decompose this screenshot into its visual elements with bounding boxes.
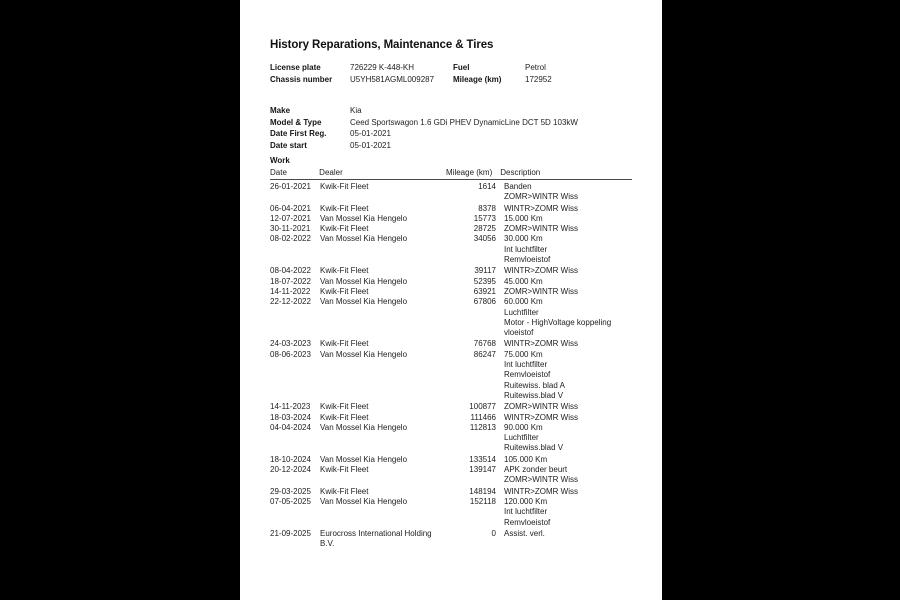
- table-row: [270, 497, 640, 528]
- description-line: WINTR>ZOMR Wiss: [504, 339, 578, 349]
- description-line: Int luchtfilter: [504, 507, 548, 517]
- row-date: 08-06-2023: [270, 349, 311, 359]
- info-label: Chassis number: [270, 74, 333, 84]
- info-row: [270, 105, 578, 117]
- row-mileage: 67806: [473, 297, 496, 307]
- table-row: [270, 423, 640, 454]
- description-line: Ruitewiss. blad A: [504, 380, 565, 390]
- table-row: [270, 455, 640, 465]
- description-line: Motor - HighVoltage koppeling vloeistof: [504, 317, 612, 338]
- row-dealer: Kwik-Fit Fleet: [320, 486, 369, 496]
- row-mileage: 111466: [470, 412, 496, 422]
- row-description: [504, 182, 638, 203]
- description-line: Ruitewiss.blad V: [504, 390, 564, 400]
- document-page: [240, 0, 662, 600]
- table-row: [270, 487, 640, 497]
- description-line: 15.000 Km: [504, 213, 543, 223]
- row-mileage: 15773: [473, 213, 496, 223]
- row-date: 08-04-2022: [270, 266, 311, 276]
- row-dealer: Van Mossel Kia Hengelo: [320, 213, 408, 223]
- row-mileage: 39117: [474, 266, 496, 276]
- row-description: [504, 350, 638, 401]
- row-date: 18-03-2024: [270, 412, 311, 422]
- description-line: Luchtfilter: [504, 307, 539, 317]
- row-description: [504, 234, 638, 265]
- info-value: U5YH581AGML009287: [350, 74, 435, 84]
- description-line: Remvloeistof: [504, 255, 551, 265]
- row-date: 30-11-2021: [270, 224, 311, 234]
- left-black-margin: [0, 0, 240, 600]
- row-mileage: 28725: [473, 224, 496, 234]
- description-line: 60.000 Km: [504, 297, 543, 307]
- row-mileage: 133514: [469, 454, 496, 464]
- row-dealer: Van Mossel Kia Hengelo: [320, 454, 408, 464]
- description-line: WINTR>ZOMR Wiss: [504, 266, 578, 276]
- info-row: [270, 128, 391, 140]
- table-row: [270, 214, 640, 224]
- info-label: Date First Reg.: [270, 129, 327, 138]
- info-value: Ceed Sportswagon 1.6 GDi PHEV DynamicLine DCT 5D 103kW: [350, 117, 578, 127]
- vehicle-info-identification: [270, 62, 552, 85]
- info-row: [270, 140, 391, 152]
- info-value: 05-01-2021: [350, 129, 391, 138]
- column-header-date: Date: [270, 168, 287, 177]
- info-value: 05-01-2021: [350, 140, 391, 150]
- table-row: [270, 277, 640, 287]
- table-row: [270, 413, 640, 423]
- work-table-header: [270, 168, 632, 180]
- info-label: Mileage (km): [453, 74, 502, 84]
- page-title: History Reparations, Maintenance & Tires: [270, 39, 494, 51]
- row-mileage: 100877: [469, 402, 496, 412]
- row-date: 18-10-2024: [270, 454, 311, 464]
- description-line: ZOMR>WINTR Wiss: [504, 224, 578, 234]
- row-mileage: 1614: [478, 182, 496, 191]
- description-line: WINTR>ZOMR Wiss: [504, 412, 578, 422]
- row-mileage: 86247: [473, 349, 496, 359]
- row-date: 22-12-2022: [270, 297, 311, 307]
- row-date: 29-03-2025: [270, 486, 311, 496]
- description-line: Remvloeistof: [504, 370, 551, 380]
- row-description: [504, 204, 638, 214]
- table-row: [270, 465, 640, 486]
- description-line: 120.000 Km: [504, 496, 548, 506]
- vehicle-info-dates: [270, 128, 391, 151]
- table-row: [270, 339, 640, 349]
- info-label: Date start: [270, 140, 307, 150]
- work-table-body: [270, 182, 640, 549]
- info-label: Model & Type: [270, 117, 322, 127]
- table-row: [270, 402, 640, 412]
- row-mileage: 34056: [473, 234, 496, 244]
- column-header-mileage: Mileage (km): [446, 168, 493, 177]
- row-date: 04-04-2024: [270, 422, 311, 432]
- info-label: Fuel: [453, 63, 470, 72]
- description-line: 30.000 Km: [504, 234, 543, 244]
- row-date: 14-11-2022: [270, 286, 311, 296]
- table-row: [270, 287, 640, 297]
- row-description: [504, 266, 638, 276]
- row-mileage: 148194: [469, 486, 496, 496]
- row-dealer: Van Mossel Kia Hengelo: [320, 422, 408, 432]
- row-description: [504, 214, 638, 224]
- row-mileage: 76768: [473, 339, 496, 349]
- table-row: [270, 204, 640, 214]
- row-dealer: Van Mossel Kia Hengelo: [320, 349, 408, 359]
- row-dealer: Kwik-Fit Fleet: [320, 224, 369, 234]
- row-dealer: Kwik-Fit Fleet: [320, 286, 369, 296]
- row-date: 20-12-2024: [270, 465, 311, 475]
- row-dealer: Eurocross International Holding B.V.: [320, 528, 432, 549]
- row-dealer: Van Mossel Kia Hengelo: [320, 234, 408, 244]
- row-description: [504, 277, 638, 287]
- table-row: [270, 182, 640, 203]
- column-header-dealer: Dealer: [319, 168, 343, 177]
- row-mileage: 8378: [478, 203, 496, 213]
- row-mileage: 0: [491, 528, 496, 538]
- info-value: Kia: [350, 106, 362, 115]
- info-value: 172952: [525, 74, 552, 84]
- row-dealer: Kwik-Fit Fleet: [320, 339, 369, 349]
- row-mileage: 139147: [469, 465, 496, 475]
- row-date: 14-11-2023: [270, 402, 311, 412]
- row-description: [504, 297, 638, 338]
- row-date: 24-03-2023: [270, 339, 311, 349]
- description-line: WINTR>ZOMR Wiss: [504, 486, 578, 496]
- row-description: [504, 487, 638, 497]
- row-mileage: 112813: [469, 422, 496, 432]
- table-row: [270, 224, 640, 234]
- work-section-heading: Work: [270, 156, 290, 165]
- info-row: [270, 117, 578, 129]
- row-date: 07-05-2025: [270, 496, 311, 506]
- table-row: [270, 529, 640, 550]
- description-line: WINTR>ZOMR Wiss: [504, 203, 578, 213]
- row-description: [504, 465, 638, 486]
- table-row: [270, 297, 640, 338]
- description-line: ZOMR>WINTR Wiss: [504, 286, 578, 296]
- description-line: ZOMR>WINTR Wiss: [504, 402, 578, 412]
- description-line: Luchtfilter: [504, 433, 539, 443]
- description-line: Ruitewiss.blad V: [504, 443, 564, 453]
- row-date: 06-04-2021: [270, 203, 311, 213]
- row-description: [504, 413, 638, 423]
- row-dealer: Van Mossel Kia Hengelo: [320, 297, 408, 307]
- row-mileage: 152118: [469, 496, 496, 506]
- row-date: 26-01-2021: [270, 182, 311, 191]
- row-description: [504, 224, 638, 234]
- row-description: [504, 455, 638, 465]
- table-row: [270, 350, 640, 401]
- description-line: Int luchtfilter: [504, 360, 548, 370]
- description-line: ZOMR>WINTR Wiss: [504, 475, 578, 485]
- row-date: 12-07-2021: [270, 213, 311, 223]
- description-line: 105.000 Km: [504, 454, 548, 464]
- info-label: Make: [270, 106, 291, 115]
- row-date: 21-09-2025: [270, 528, 311, 538]
- description-line: Remvloeistof: [504, 517, 551, 527]
- description-line: APK zonder beurt: [504, 465, 568, 475]
- row-description: [504, 402, 638, 412]
- row-description: [504, 529, 638, 550]
- info-label: License plate: [270, 63, 321, 72]
- description-line: 90.000 Km: [504, 422, 543, 432]
- row-mileage: 52395: [473, 276, 496, 286]
- info-row: [270, 62, 552, 74]
- row-dealer: Kwik-Fit Fleet: [320, 266, 369, 276]
- info-value: 726229 K-448-KH: [350, 63, 415, 72]
- row-description: [504, 423, 638, 454]
- vehicle-info-make-model: [270, 105, 578, 128]
- description-line: Assist. verl.: [504, 528, 545, 538]
- right-black-margin: [662, 0, 900, 600]
- row-description: [504, 497, 638, 528]
- row-dealer: Van Mossel Kia Hengelo: [320, 496, 408, 506]
- table-row: [270, 234, 640, 265]
- description-line: ZOMR>WINTR Wiss: [504, 192, 578, 202]
- row-description: [504, 287, 638, 297]
- row-dealer: Kwik-Fit Fleet: [320, 182, 369, 191]
- row-dealer: Kwik-Fit Fleet: [320, 412, 369, 422]
- info-row: [270, 74, 552, 86]
- row-dealer: Kwik-Fit Fleet: [320, 203, 369, 213]
- row-dealer: Kwik-Fit Fleet: [320, 402, 369, 412]
- row-mileage: 63921: [473, 286, 496, 296]
- description-line: 75.000 Km: [504, 349, 543, 359]
- column-header-description: Description: [500, 168, 541, 177]
- row-date: 08-02-2022: [270, 234, 311, 244]
- description-line: Int luchtfilter: [504, 244, 548, 254]
- row-dealer: Kwik-Fit Fleet: [320, 465, 369, 475]
- row-description: [504, 339, 638, 349]
- description-line: Banden: [504, 182, 532, 191]
- info-value: Petrol: [525, 63, 546, 72]
- table-row: [270, 266, 640, 276]
- description-line: 45.000 Km: [504, 276, 543, 286]
- row-dealer: Van Mossel Kia Hengelo: [320, 276, 408, 286]
- row-date: 18-07-2022: [270, 276, 311, 286]
